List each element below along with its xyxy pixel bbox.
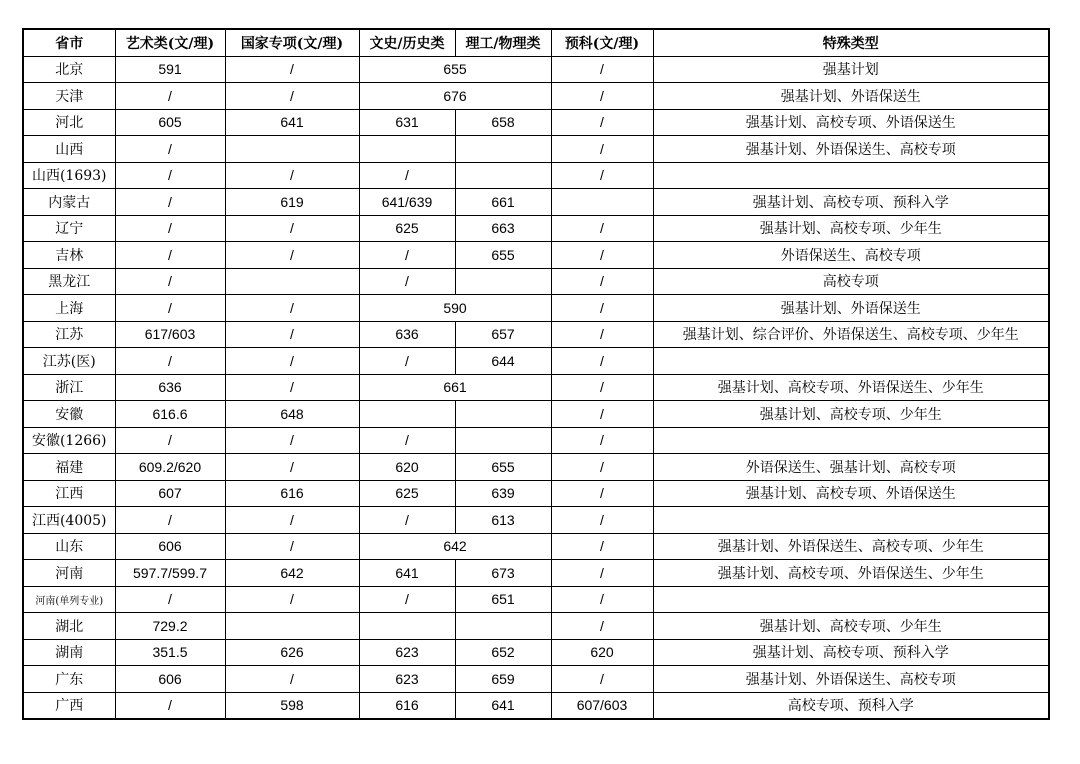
province-cell: 广西 — [23, 692, 115, 719]
special-type-cell: 强基计划、外语保送生 — [653, 83, 1049, 110]
special-type-cell: 强基计划、高校专项、预科入学 — [653, 189, 1049, 216]
preparatory-cell: / — [551, 427, 653, 454]
special-type-cell: 强基计划、综合评价、外语保送生、高校专项、少年生 — [653, 321, 1049, 348]
province-cell: 辽宁 — [23, 215, 115, 242]
special-type-cell: 强基计划、外语保送生 — [653, 295, 1049, 322]
special-type-cell: 强基计划、高校专项、外语保送生、少年生 — [653, 560, 1049, 587]
national-special-cell: / — [225, 242, 359, 269]
province-cell: 河南 — [23, 560, 115, 587]
science-cell — [455, 401, 551, 428]
header-art: 艺术类(文/理) — [115, 29, 225, 56]
preparatory-cell: / — [551, 162, 653, 189]
province-cell: 浙江 — [23, 374, 115, 401]
national-special-cell: 619 — [225, 189, 359, 216]
national-special-cell: 648 — [225, 401, 359, 428]
province-cell: 山西(1693) — [23, 162, 115, 189]
national-special-cell: 598 — [225, 692, 359, 719]
special-type-cell — [653, 427, 1049, 454]
art-score-cell: / — [115, 215, 225, 242]
province-cell: 天津 — [23, 83, 115, 110]
table-row — [23, 427, 1049, 454]
national-special-cell: / — [225, 321, 359, 348]
table-row — [23, 401, 1049, 428]
liberal-arts-cell: 625 — [359, 215, 455, 242]
province-cell: 江苏 — [23, 321, 115, 348]
header-preparatory: 预科(文/理) — [551, 29, 653, 56]
liberal-arts-cell: 623 — [359, 639, 455, 666]
art-score-cell: 606 — [115, 666, 225, 693]
table-row — [23, 83, 1049, 110]
table-row — [23, 560, 1049, 587]
province-cell: 山东 — [23, 533, 115, 560]
table-row — [23, 374, 1049, 401]
art-score-cell: 609.2/620 — [115, 454, 225, 481]
preparatory-cell: / — [551, 374, 653, 401]
province-cell: 湖北 — [23, 613, 115, 640]
table-row — [23, 480, 1049, 507]
special-type-cell — [653, 162, 1049, 189]
province-cell: 湖南 — [23, 639, 115, 666]
province-cell: 安徽 — [23, 401, 115, 428]
science-cell: 663 — [455, 215, 551, 242]
art-score-cell: / — [115, 586, 225, 613]
special-type-cell: 高校专项、预科入学 — [653, 692, 1049, 719]
national-special-cell: / — [225, 162, 359, 189]
national-special-cell: 642 — [225, 560, 359, 587]
preparatory-cell: / — [551, 666, 653, 693]
header-province: 省市 — [23, 29, 115, 56]
province-cell: 广东 — [23, 666, 115, 693]
liberal-arts-cell: 620 — [359, 454, 455, 481]
liberal-arts-cell: / — [359, 586, 455, 613]
header-row — [23, 29, 1049, 56]
special-type-cell — [653, 586, 1049, 613]
table-row — [23, 533, 1049, 560]
art-score-cell: 351.5 — [115, 639, 225, 666]
table-row — [23, 321, 1049, 348]
liberal-arts-cell: 631 — [359, 109, 455, 136]
science-cell: 641 — [455, 692, 551, 719]
table-row — [23, 692, 1049, 719]
science-cell: 639 — [455, 480, 551, 507]
science-cell — [455, 136, 551, 163]
special-type-cell: 强基计划、高校专项、预科入学 — [653, 639, 1049, 666]
national-special-cell: / — [225, 215, 359, 242]
liberal-arts-cell: 625 — [359, 480, 455, 507]
science-cell: 661 — [455, 189, 551, 216]
preparatory-cell: / — [551, 507, 653, 534]
table-row — [23, 56, 1049, 83]
liberal-arts-cell: / — [359, 162, 455, 189]
special-type-cell: 外语保送生、强基计划、高校专项 — [653, 454, 1049, 481]
admission-score-table — [22, 28, 1050, 720]
table-row — [23, 639, 1049, 666]
table-row — [23, 215, 1049, 242]
art-score-cell: / — [115, 162, 225, 189]
table-row — [23, 454, 1049, 481]
liberal-arts-cell: 641 — [359, 560, 455, 587]
art-score-cell: / — [115, 242, 225, 269]
preparatory-cell: / — [551, 242, 653, 269]
science-cell: 644 — [455, 348, 551, 375]
preparatory-cell: / — [551, 215, 653, 242]
national-special-cell: 641 — [225, 109, 359, 136]
preparatory-cell: / — [551, 613, 653, 640]
art-score-cell: 616.6 — [115, 401, 225, 428]
liberal-arts-cell — [359, 613, 455, 640]
preparatory-cell: / — [551, 533, 653, 560]
national-special-cell: / — [225, 295, 359, 322]
liberal-arts-cell: 616 — [359, 692, 455, 719]
national-special-cell: / — [225, 454, 359, 481]
province-cell: 江苏(医) — [23, 348, 115, 375]
liberal-arts-cell: 641/639 — [359, 189, 455, 216]
preparatory-cell: / — [551, 586, 653, 613]
liberal-arts-cell — [359, 136, 455, 163]
art-score-cell: / — [115, 268, 225, 295]
combined-score-cell: 642 — [359, 533, 551, 560]
province-cell: 安徽(1266) — [23, 427, 115, 454]
combined-score-cell: 676 — [359, 83, 551, 110]
national-special-cell — [225, 136, 359, 163]
table-row — [23, 268, 1049, 295]
province-cell: 江西 — [23, 480, 115, 507]
art-score-cell: 636 — [115, 374, 225, 401]
liberal-arts-cell: / — [359, 242, 455, 269]
national-special-cell — [225, 268, 359, 295]
preparatory-cell: / — [551, 348, 653, 375]
art-score-cell: 597.7/599.7 — [115, 560, 225, 587]
national-special-cell: / — [225, 586, 359, 613]
province-cell: 河北 — [23, 109, 115, 136]
art-score-cell: 591 — [115, 56, 225, 83]
special-type-cell: 强基计划、外语保送生、高校专项 — [653, 666, 1049, 693]
preparatory-cell: / — [551, 268, 653, 295]
preparatory-cell: / — [551, 109, 653, 136]
science-cell: 655 — [455, 454, 551, 481]
art-score-cell: / — [115, 295, 225, 322]
art-score-cell: / — [115, 427, 225, 454]
national-special-cell: 626 — [225, 639, 359, 666]
province-cell: 内蒙古 — [23, 189, 115, 216]
preparatory-cell: / — [551, 321, 653, 348]
special-type-cell: 外语保送生、高校专项 — [653, 242, 1049, 269]
province-cell: 江西(4005) — [23, 507, 115, 534]
preparatory-cell: / — [551, 401, 653, 428]
province-cell: 福建 — [23, 454, 115, 481]
table-row — [23, 295, 1049, 322]
liberal-arts-cell: / — [359, 427, 455, 454]
national-special-cell: / — [225, 83, 359, 110]
science-cell — [455, 162, 551, 189]
special-type-cell: 高校专项 — [653, 268, 1049, 295]
preparatory-cell: / — [551, 83, 653, 110]
science-cell: 659 — [455, 666, 551, 693]
province-cell: 吉林 — [23, 242, 115, 269]
liberal-arts-cell: 623 — [359, 666, 455, 693]
header-special-type: 特殊类型 — [653, 29, 1049, 56]
national-special-cell: / — [225, 666, 359, 693]
art-score-cell: / — [115, 692, 225, 719]
table-row — [23, 586, 1049, 613]
province-cell: 河南(单列专业) — [23, 586, 115, 613]
liberal-arts-cell: / — [359, 348, 455, 375]
header-liberal-arts: 文史/历史类 — [359, 29, 455, 56]
special-type-cell: 强基计划、高校专项、外语保送生 — [653, 480, 1049, 507]
science-cell: 651 — [455, 586, 551, 613]
art-score-cell: 729.2 — [115, 613, 225, 640]
combined-score-cell: 590 — [359, 295, 551, 322]
preparatory-cell: / — [551, 454, 653, 481]
national-special-cell: / — [225, 507, 359, 534]
special-type-cell: 强基计划、高校专项、少年生 — [653, 613, 1049, 640]
science-cell: 658 — [455, 109, 551, 136]
art-score-cell: 607 — [115, 480, 225, 507]
table-row — [23, 666, 1049, 693]
national-special-cell — [225, 613, 359, 640]
preparatory-cell: / — [551, 295, 653, 322]
art-score-cell: / — [115, 83, 225, 110]
preparatory-cell: / — [551, 480, 653, 507]
table-row — [23, 613, 1049, 640]
national-special-cell: / — [225, 374, 359, 401]
national-special-cell: / — [225, 427, 359, 454]
preparatory-cell: 620 — [551, 639, 653, 666]
special-type-cell: 强基计划、外语保送生、高校专项 — [653, 136, 1049, 163]
art-score-cell: / — [115, 348, 225, 375]
liberal-arts-cell: 636 — [359, 321, 455, 348]
liberal-arts-cell — [359, 401, 455, 428]
preparatory-cell: 607/603 — [551, 692, 653, 719]
table-row — [23, 507, 1049, 534]
special-type-cell: 强基计划 — [653, 56, 1049, 83]
province-cell: 山西 — [23, 136, 115, 163]
special-type-cell: 强基计划、高校专项、外语保送生、少年生 — [653, 374, 1049, 401]
special-type-cell: 强基计划、高校专项、少年生 — [653, 215, 1049, 242]
national-special-cell: 616 — [225, 480, 359, 507]
table-row — [23, 136, 1049, 163]
science-cell: 613 — [455, 507, 551, 534]
national-special-cell: / — [225, 348, 359, 375]
special-type-cell: 强基计划、高校专项、外语保送生 — [653, 109, 1049, 136]
national-special-cell: / — [225, 533, 359, 560]
art-score-cell: 606 — [115, 533, 225, 560]
combined-score-cell: 655 — [359, 56, 551, 83]
art-score-cell: / — [115, 136, 225, 163]
header-national-special: 国家专项(文/理) — [225, 29, 359, 56]
science-cell: 657 — [455, 321, 551, 348]
science-cell — [455, 613, 551, 640]
science-cell: 673 — [455, 560, 551, 587]
special-type-cell: 强基计划、外语保送生、高校专项、少年生 — [653, 533, 1049, 560]
table-row — [23, 162, 1049, 189]
special-type-cell: 强基计划、高校专项、少年生 — [653, 401, 1049, 428]
table-row — [23, 189, 1049, 216]
table-row — [23, 348, 1049, 375]
science-cell — [455, 427, 551, 454]
national-special-cell: / — [225, 56, 359, 83]
liberal-arts-cell: / — [359, 268, 455, 295]
liberal-arts-cell: / — [359, 507, 455, 534]
preparatory-cell: / — [551, 560, 653, 587]
art-score-cell: 605 — [115, 109, 225, 136]
table-row — [23, 242, 1049, 269]
art-score-cell: / — [115, 189, 225, 216]
art-score-cell: 617/603 — [115, 321, 225, 348]
preparatory-cell: / — [551, 56, 653, 83]
preparatory-cell — [551, 189, 653, 216]
special-type-cell — [653, 348, 1049, 375]
combined-score-cell: 661 — [359, 374, 551, 401]
header-science: 理工/物理类 — [455, 29, 551, 56]
science-cell: 655 — [455, 242, 551, 269]
province-cell: 黑龙江 — [23, 268, 115, 295]
province-cell: 北京 — [23, 56, 115, 83]
special-type-cell — [653, 507, 1049, 534]
science-cell — [455, 268, 551, 295]
preparatory-cell: / — [551, 136, 653, 163]
art-score-cell: / — [115, 507, 225, 534]
province-cell: 上海 — [23, 295, 115, 322]
science-cell: 652 — [455, 639, 551, 666]
table-row — [23, 109, 1049, 136]
